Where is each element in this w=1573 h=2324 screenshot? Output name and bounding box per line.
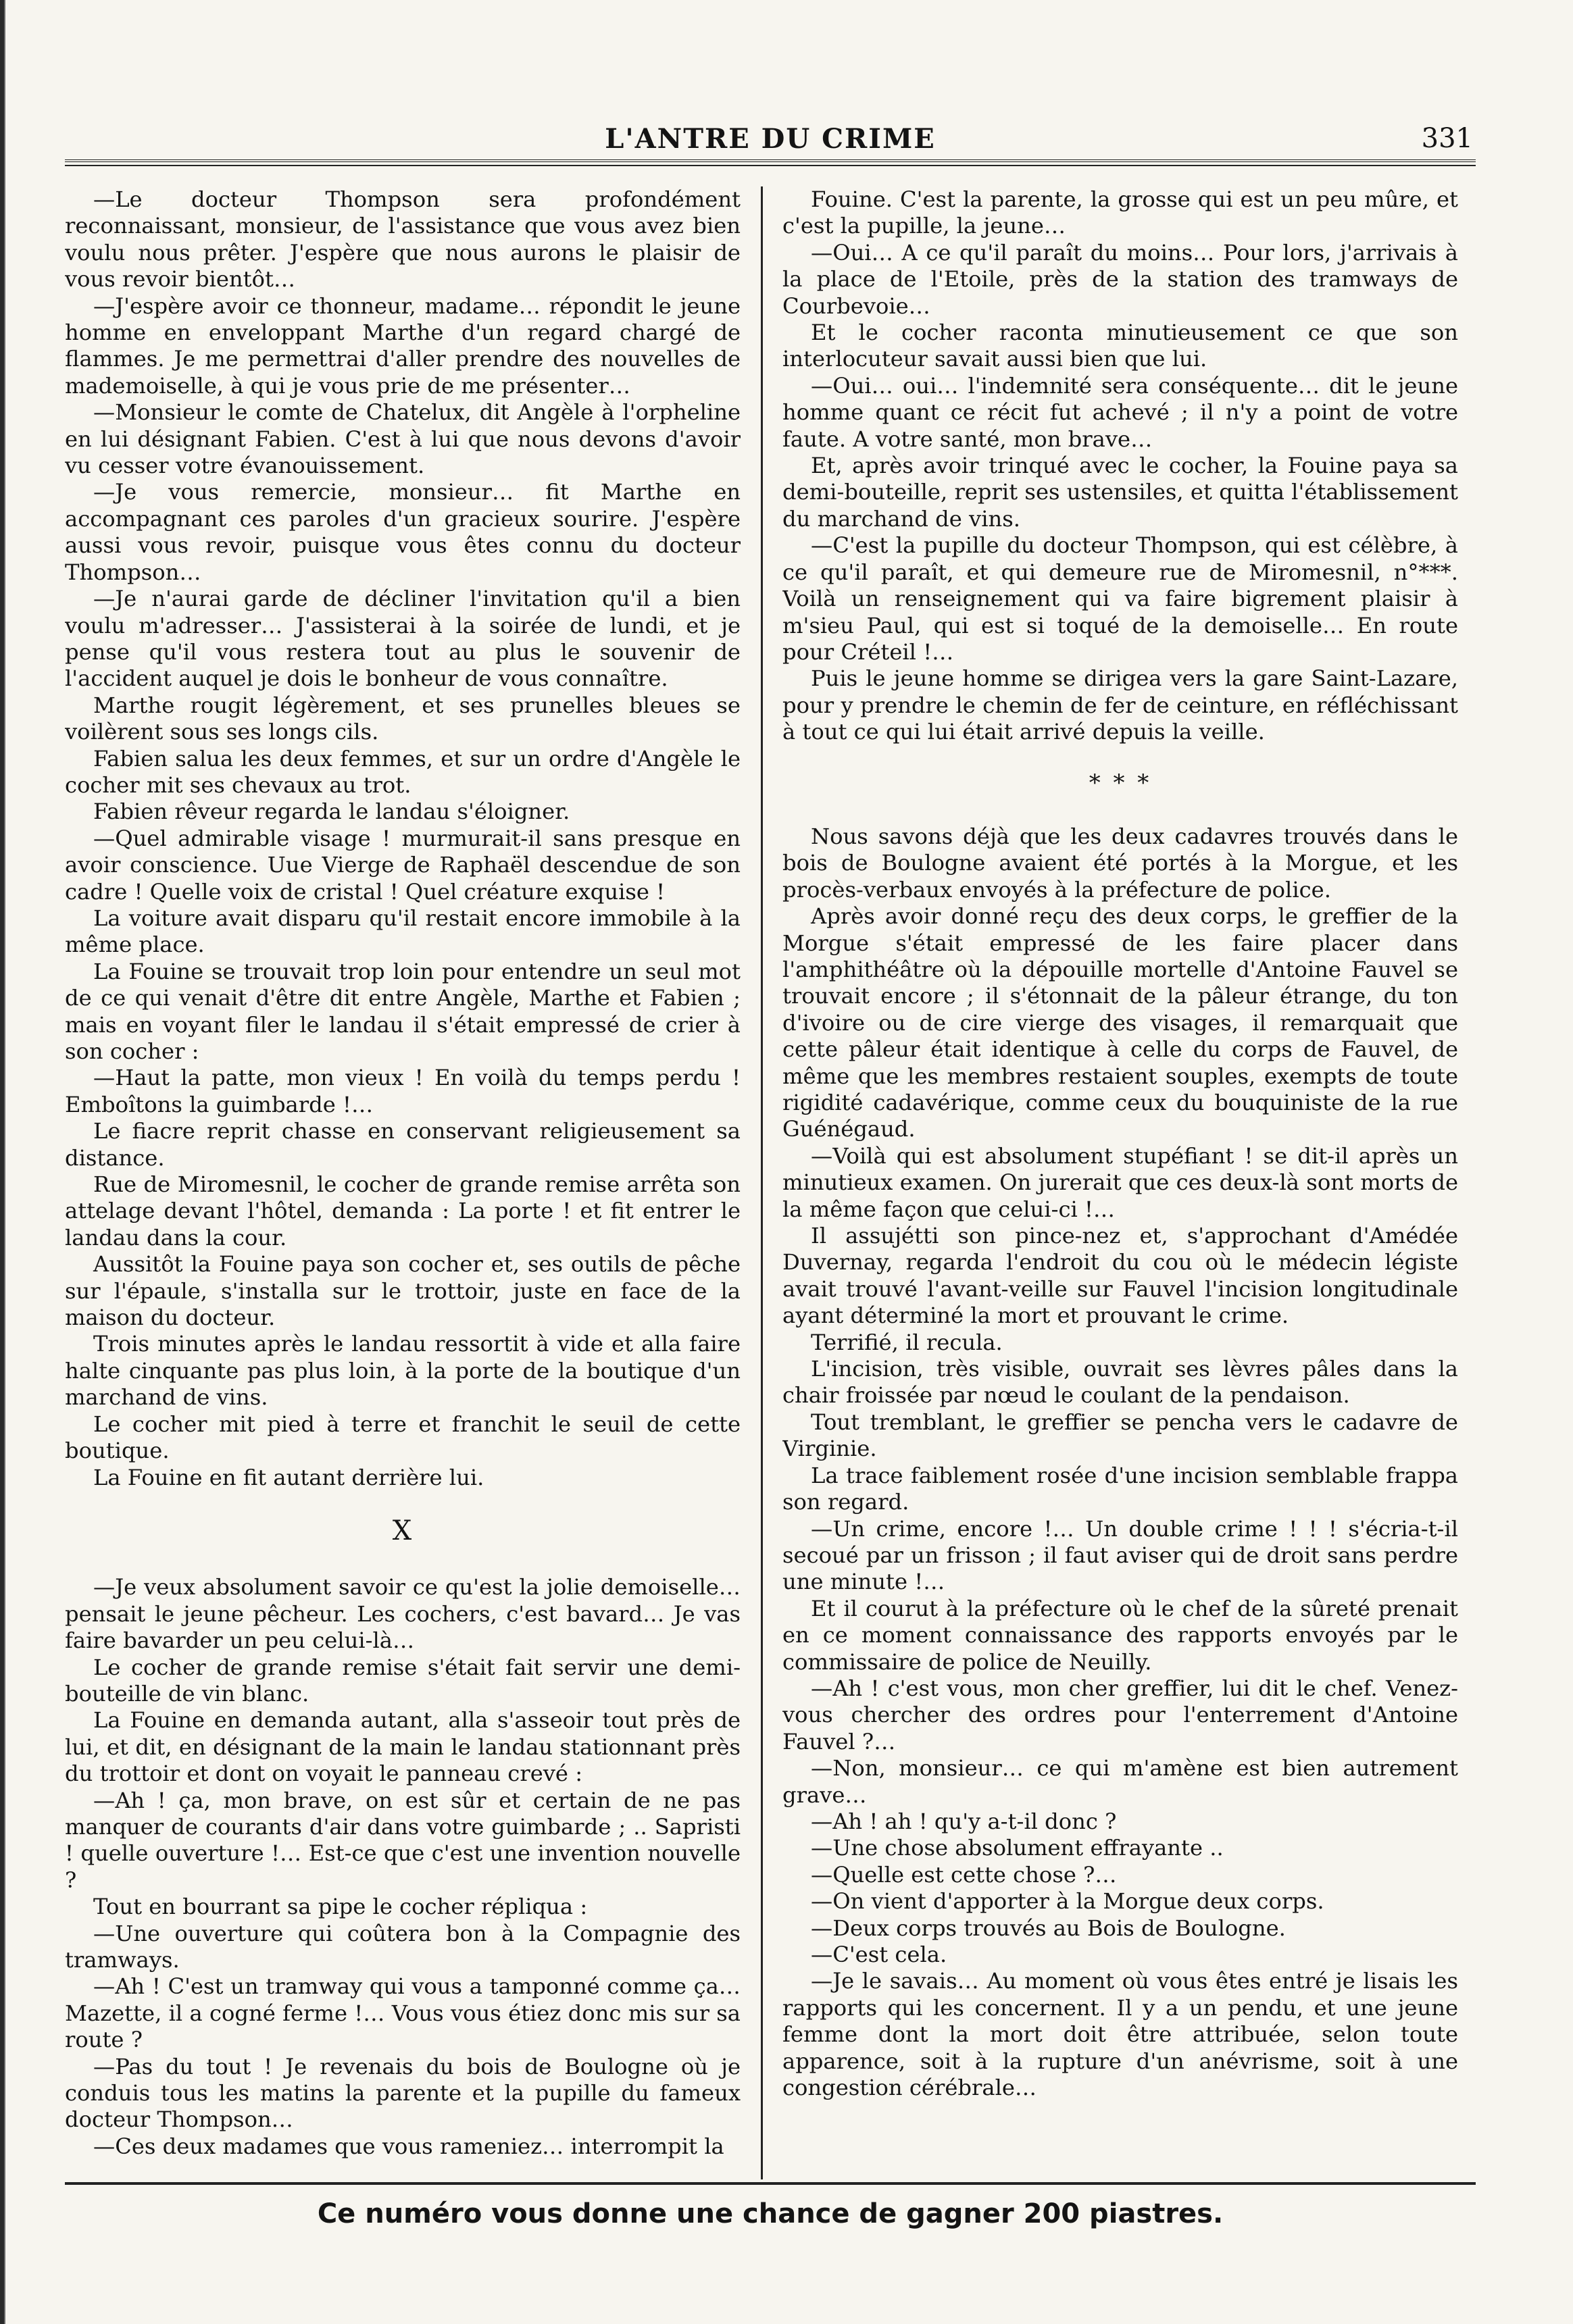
- left-column: [65, 186, 741, 2179]
- paragraph: Aussitôt la Fouine paya son cocher et, ses outils de pêche sur l'épaule, s'installa sur le trottoir, juste en face de la maison du docteur.: [65, 1251, 741, 1331]
- paragraph: —Je vous remercie, monsieur… fit Marthe en accompagnant ces paroles d'un gracieux sourire. J'espère aussi vous revoir, puisque vous êtes connu du docteur Thompson…: [65, 479, 741, 585]
- paragraph: —Je le savais… Au moment où vous êtes entré je lisais les rapports qui les concernent. Il y a un pendu, et une jeune femme dont la mort doit être attribuée, selon toute apparence, soit à la rupture d'un anévrisme, soit à une congestion cérébrale…: [782, 1968, 1458, 2101]
- paragraph: —Haut la patte, mon vieux ! En voilà du temps perdu ! Emboîtons la guimbarde !…: [65, 1065, 741, 1117]
- paragraph: —Un crime, encore !… Un double crime ! ! ! s'écria-t-il secoué par un frisson ; il faut aviser qui de droit sans perdre une minute !…: [782, 1515, 1458, 1595]
- paragraph: —Deux corps trouvés au Bois de Boulogne.: [811, 1915, 1286, 1941]
- paragraph: La trace faiblement rosée d'une incision semblable frappa son regard.: [782, 1462, 1458, 1515]
- paragraph: La Fouine en demanda autant, alla s'asseoir tout près de lui, et dit, en désignant de la main le landau stationnant près du trottoir et dont on voyait le panneau crevé :: [65, 1707, 741, 1787]
- right-column-text-b: [782, 824, 1458, 2102]
- column-rule: [761, 186, 763, 2179]
- paragraph: —Oui… A ce qu'il paraît du moins… Pour lors, j'arrivais à la place de l'Etoile, près de la station des tramways de Courbevoie…: [782, 239, 1458, 319]
- paragraph: —Oui… oui… l'indemnité sera conséquente… dit le jeune homme quant ce récit fut achevé ; il n'y a point de votre faute. A votre santé, mon brave…: [782, 372, 1458, 452]
- paragraph: Et, après avoir trinqué avec le cocher, la Fouine paya sa demi-bouteille, reprit ses ustensiles, et quitta l'établissement du marchand de vins.: [782, 453, 1458, 532]
- paragraph: —Je n'aurai garde de décliner l'invitation qu'il a bien voulu m'adresser… J'assisterai à la soirée de lundi, et je pense qu'il vous restera tout au plus le souvenir de l'accident auquel je dois le bonheur de vous connaître.: [65, 586, 741, 692]
- paragraph: Trois minutes après le landau ressortit à vide et alla faire halte cinquante pas plus loin, à la porte de la boutique d'un marchand de vins.: [65, 1331, 741, 1411]
- paragraph: Et le cocher raconta minutieusement ce que son interlocuteur savait aussi bien que lui.: [782, 320, 1458, 372]
- paragraph: —Pas du tout ! Je revenais du bois de Boulogne où je conduis tous les matins la parente et la pupille du fameux docteur Thompson…: [65, 2053, 741, 2133]
- paragraph: —Je veux absolument savoir ce qu'est la jolie demoiselle… pensait le jeune pêcheur. Les cochers, c'est bavard… Je vas faire bavarder un peu celui-là…: [65, 1574, 741, 1654]
- paragraph: Après avoir donné reçu des deux corps, le greffier de la Morgue s'était empressé de les faire placer dans l'amphithéâtre où la dépouille mortelle d'Antoine Fauvel se trouvait encore ; il s'étonnait de la pâleur étrange, du ton d'ivoire ou de cire vierge des visages, il remarquait que cette pâleur était identique à celle du corps de Fauvel, de même que les membres restaient souples, exempts de toute rigidité cadavérique, comme ceux du bouquiniste de la rue Guénégaud.: [782, 903, 1458, 1142]
- paragraph: Le cocher mit pied à terre et franchit le seuil de cette boutique.: [65, 1411, 741, 1464]
- paragraph: Et il courut à la préfecture où le chef de la sûreté prenait en ce moment connaissance des rapports envoyés par le commissaire de police de Neuilly.: [782, 1595, 1458, 1675]
- paragraph: —Ah ! ah ! qu'y a-t-il donc ?: [811, 1808, 1117, 1834]
- paragraph: Terrifié, il recula.: [811, 1329, 1003, 1355]
- paragraph: —On vient d'apporter à la Morgue deux corps.: [811, 1888, 1324, 1915]
- paragraph: La voiture avait disparu qu'il restait encore immobile à la même place.: [65, 905, 741, 958]
- right-column-text-a: [782, 186, 1458, 746]
- footer-rule: [65, 2182, 1476, 2185]
- paragraph: —C'est la pupille du docteur Thompson, qui est célèbre, à ce qu'il paraît, et qui demeure rue de Miromesnil, n°***. Voilà un renseignement qui va faire bigrement plaisir à m'sieu Paul, qui est si toqué de la demoiselle… En route pour Créteil !…: [782, 532, 1458, 665]
- paragraph: Tout tremblant, le greffier se pencha vers le cadavre de Virginie.: [782, 1409, 1458, 1462]
- paragraph: Marthe rougit légèrement, et ses prunelles bleues se voilèrent sous ses longs cils.: [65, 692, 741, 745]
- newspaper-page: [65, 101, 1476, 2250]
- page-number: 331: [1421, 123, 1473, 154]
- paragraph: —Une chose absolument effrayante ..: [811, 1835, 1224, 1861]
- paragraph: Tout en bourrant sa pipe le cocher répliqua :: [93, 1894, 588, 1920]
- paragraph: Rue de Miromesnil, le cocher de grande remise arrêta son attelage devant l'hôtel, demanda : La porte ! et fit entrer le landau dans la cour.: [65, 1171, 741, 1251]
- paragraph: Le fiacre reprit chasse en conservant religieusement sa distance.: [65, 1118, 741, 1171]
- paragraph: —Quel admirable visage ! murmurait-il sans presque en avoir conscience. Uue Vierge de Raphaël descendue de son cadre ! Quelle voix de cristal ! Quel créature exquise !: [65, 825, 741, 905]
- paragraph: Fabien salua les deux femmes, et sur un ordre d'Angèle le cocher mit ses chevaux au trot.: [65, 745, 741, 798]
- paragraph: —Quelle est cette chose ?…: [811, 1861, 1117, 1888]
- paragraph: Il assujétti son pince-nez et, s'approchant d'Amédée Duvernay, regarda l'endroit du cou où le médecin légiste avait trouvé l'avant-veille sur Fauvel l'incision longitudinale ayant déterminé la mort et prouvant le crime.: [782, 1223, 1458, 1329]
- right-column: [782, 186, 1458, 2179]
- binding-edge: [0, 0, 15, 2324]
- paragraph: —Monsieur le comte de Chatelux, dit Angèle à l'orpheline en lui désignant Fabien. C'est à lui que nous devons d'avoir vu cesser votre évanouissement.: [65, 399, 741, 479]
- paragraph: —Ah ! ça, mon brave, on est sûr et certain de ne pas manquer de courants d'air dans votre guimbarde ; .. Sapristi ! quelle ouverture !… Est-ce que c'est une invention nouvelle ?: [65, 1787, 741, 1893]
- running-title: L'ANTRE DU CRIME: [605, 123, 936, 155]
- paragraph: —Voilà qui est absolument stupéfiant ! se dit-il après un minutieux examen. On jurerait que ces deux-là sont morts de la même façon que celui-ci !…: [782, 1142, 1458, 1222]
- paragraph: La Fouine en fit autant derrière lui.: [93, 1464, 484, 1490]
- page-header: [65, 123, 1476, 163]
- header-rule: [65, 159, 1476, 166]
- paragraph: Le cocher de grande remise s'était fait servir une demi-bouteille de vin blanc.: [65, 1654, 741, 1707]
- paragraph: La Fouine se trouvait trop loin pour entendre un seul mot de ce qui venait d'être dit entre Angèle, Marthe et Fabien ; mais en voyant filer le landau il s'était empressé de crier à son cocher :: [65, 958, 741, 1064]
- paragraph: L'incision, très visible, ouvrait ses lèvres pâles dans la chair froissée par nœud le coulant de la pendaison.: [782, 1356, 1458, 1409]
- chapter-number: X: [392, 1515, 414, 1546]
- paragraph: —C'est cela.: [811, 1942, 947, 1967]
- paragraph: —Ah ! c'est vous, mon cher greffier, lui dit le chef. Venez-vous chercher des ordres pour l'enterrement d'Antoine Fauvel ?…: [782, 1675, 1458, 1754]
- paragraph: —Une ouverture qui coûtera bon à la Compagnie des tramways.: [65, 1920, 741, 1973]
- paragraph: —Ah ! C'est un tramway qui vous a tamponné comme ça… Mazette, il a cogné ferme !… Vous vous étiez donc mis sur sa route ?: [65, 1973, 741, 2053]
- paragraph: —J'espère avoir ce thonneur, madame… répondit le jeune homme en enveloppant Marthe d'un regard chargé de flammes. Je me permettrai d'aller prendre des nouvelles de mademoiselle, à qui je vous prie de me présenter…: [65, 293, 741, 399]
- paragraph: —Ces deux madames que vous rameniez… interrompit la: [93, 2133, 724, 2159]
- left-column-text-a: [65, 186, 741, 1491]
- paragraph: Fabien rêveur regarda le landau s'éloigner.: [93, 799, 570, 825]
- paragraph: Fouine. C'est la parente, la grosse qui est un peu mûre, et c'est la pupille, la jeune…: [782, 186, 1458, 239]
- paragraph: Nous savons déjà que les deux cadavres trouvés dans le bois de Boulogne avaient été portés à la Morgue, et les procès-verbaux envoyés à la préfecture de police.: [782, 823, 1458, 903]
- paragraph: —Non, monsieur… ce qui m'amène est bien autrement grave…: [782, 1755, 1458, 1808]
- left-column-text-b: [65, 1574, 741, 2160]
- section-break: * * *: [1089, 769, 1152, 797]
- paragraph: Puis le jeune homme se dirigea vers la gare Saint-Lazare, pour y prendre le chemin de fer de ceinture, en réfléchissant à tout ce qui lui était arrivé depuis la veille.: [782, 665, 1458, 745]
- paragraph: —Le docteur Thompson sera profondément reconnaissant, monsieur, de l'assistance que vous avez bien voulu nous prêter. J'espère que nous aurons le plaisir de vous revoir bientôt…: [65, 186, 741, 293]
- footer-notice: Ce numéro vous donne une chance de gagner 200 piastres.: [317, 2198, 1224, 2229]
